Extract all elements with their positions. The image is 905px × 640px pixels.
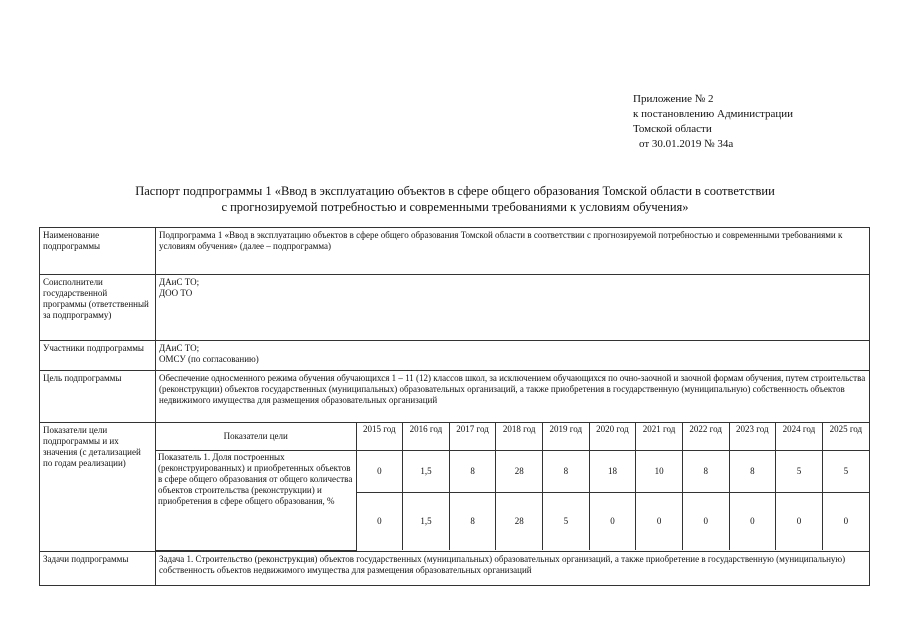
indicator-description: Показатель 1. Доля построенных (реконструированных) и приобретенных объектов в сфере общего образования от общего количества объектов строительства (реконструкции) и приобретения в сфере общего образования, % [156,450,356,550]
year-header: 2016 год [403,423,450,450]
row-goal [40,371,870,423]
indicator-value: 0 [356,450,403,492]
year-header: 2023 год [729,423,776,450]
indicator-value: 8 [449,492,496,550]
row-coexecutors [40,275,870,341]
indicators-table [156,423,869,551]
indicator-value: 5 [543,492,590,550]
indicator-value: 0 [682,492,729,550]
indicator-value: 5 [776,450,823,492]
appendix-line: от 30.01.2019 № 34а [639,138,734,150]
row-tasks-value: Задача 1. Строительство (реконструкция) объектов государственных (муниципальных) образовательных организаций, а также приобретение в государственную (муниципальную) собственность объектов недвижимого имущества для размещения образовательных организаций [156,551,870,585]
passport-table [39,227,870,586]
year-header: 2022 год [682,423,729,450]
year-header: 2019 год [543,423,590,450]
row-name-value: Подпрограмма 1 «Ввод в эксплуатацию объектов в сфере общего образования Томской области в соответствии с прогнозируемой потребностью и современными требованиями к условиям обучения» (далее – подпрограмма) [156,228,870,275]
row-indicators [40,423,870,552]
title-line-2: с прогнозируемой потребностью и современными требованиями к условиям обучения» [221,200,689,214]
indicator-value: 5 [822,450,869,492]
title-line-1: Паспорт подпрограммы 1 «Ввод в эксплуатацию объектов в сфере общего образования Томской области в соответствии [135,184,775,198]
row-participants [40,341,870,371]
indicator-value: 8 [543,450,590,492]
indicator-row-1 [156,450,869,492]
indicator-value: 0 [822,492,869,550]
indicators-header-row [156,423,869,450]
row-tasks-label: Задачи подпрограммы [40,551,156,585]
row-tasks [40,551,870,585]
document-title [40,183,870,215]
year-header: 2015 год [356,423,403,450]
indicator-value: 0 [589,492,636,550]
participant-1: ДАиС ТО; [159,343,200,353]
appendix-line: к постановлению Администрации [633,108,794,120]
row-participants-value [156,341,870,371]
appendix-note [633,92,793,152]
year-header: 2025 год [822,423,869,450]
indicator-value: 0 [636,492,683,550]
year-header: 2021 год [636,423,683,450]
appendix-line: Приложение № 2 [633,93,714,105]
indicator-value: 0 [729,492,776,550]
indicator-value: 18 [589,450,636,492]
indicator-value: 10 [636,450,683,492]
year-header: 2017 год [449,423,496,450]
coexecutor-2: ДОО ТО [159,288,193,298]
indicators-header: Показатели цели [156,423,356,450]
year-header: 2020 год [589,423,636,450]
row-goal-label: Цель подпрограммы [40,371,156,423]
year-header: 2018 год [496,423,543,450]
indicator-value: 1,5 [403,450,450,492]
year-header: 2024 год [776,423,823,450]
indicator-value: 0 [776,492,823,550]
indicators-cell [156,423,870,552]
participant-2: ОМСУ (по согласованию) [159,354,259,364]
row-coexecutors-label: Соисполнители государственной программы (ответственный за подпрограмму) [40,275,156,341]
row-indicators-label: Показатели цели подпрограммы и их значения (с детализацией по годам реализации) [40,423,156,552]
indicator-value: 8 [449,450,496,492]
indicator-value: 28 [496,450,543,492]
row-name-label: Наименование подпрограммы [40,228,156,275]
row-coexecutors-value [156,275,870,341]
indicator-value: 0 [356,492,403,550]
row-goal-value: Обеспечение односменного режима обучения обучающихся 1 – 11 (12) классов школ, за исключением обучающихся по очно-заочной и заочной формам обучения, путем строительства (реконструкции) объектов государственных (муниципальных) образовательных организаций, а также приобретения в государственную (муниципальную) собственность объектов недвижимого имущества для размещения образовательных организаций [156,371,870,423]
row-participants-label: Участники подпрограммы [40,341,156,371]
indicator-value: 1,5 [403,492,450,550]
row-name [40,228,870,275]
coexecutor-1: ДАиС ТО; [159,277,200,287]
indicator-value: 8 [682,450,729,492]
indicator-value: 28 [496,492,543,550]
indicator-value: 8 [729,450,776,492]
appendix-line: Томской области [633,123,712,135]
